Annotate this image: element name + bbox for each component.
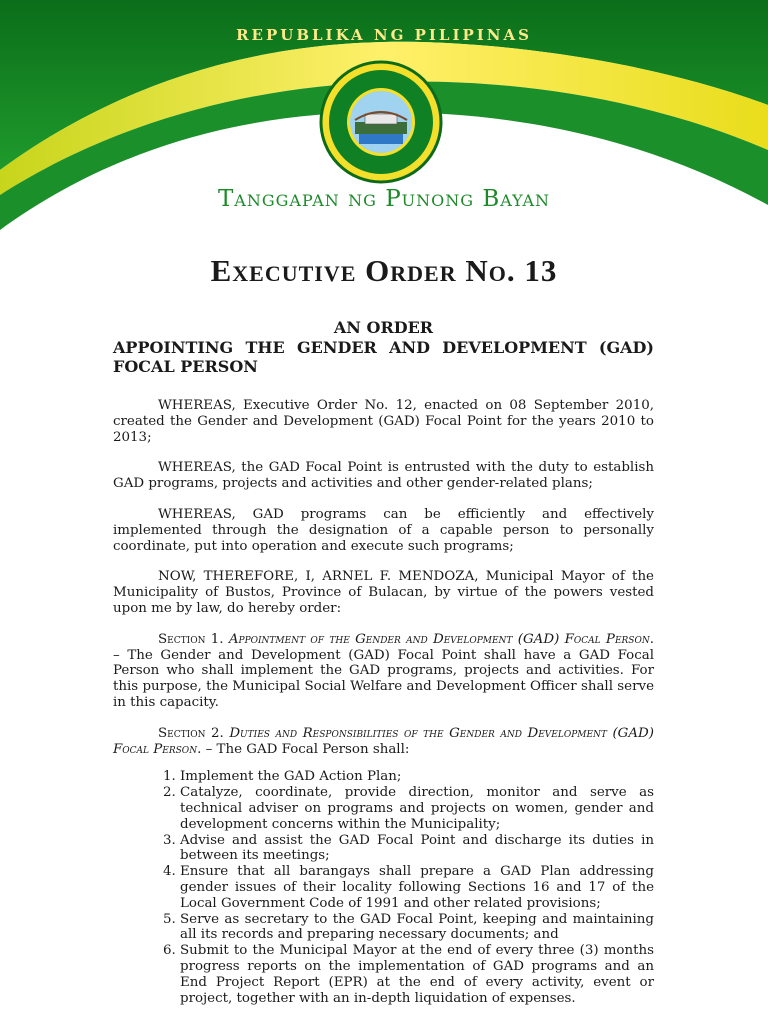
order-heading: AN ORDER (333, 318, 434, 337)
list-item: 3. Advise and assist the GAD Focal Point and discharge its duties in between its meetings; (180, 833, 654, 865)
section-2 (113, 726, 654, 758)
list-item: 5. Serve as secretary to the GAD Focal Point, keeping and maintaining all its records and preparing necessary documents; and (180, 912, 654, 944)
list-item: 1. Implement the GAD Action Plan; (180, 769, 654, 785)
order-subheading: APPOINTING THE GENDER AND DEVELOPMENT (GAD) FOCAL PERSON (113, 338, 654, 376)
whereas-clause: WHEREAS, the GAD Focal Point is entrusted with the duty to establish GAD programs, projects and activities and other gender-related plans; (113, 460, 654, 492)
list-item: 4. Ensure that all barangays shall prepare a GAD Plan addressing gender issues of their locality following Sections 16 and 17 of the Local Government Code of 1991 and other related provisions; (180, 864, 654, 911)
republic-label: REPUBLIKA NG PILIPINAS (236, 26, 532, 44)
duties-list (113, 769, 654, 1006)
section-label: Section 1. (158, 631, 224, 647)
list-item: 6. Submit to the Municipal Mayor at the end of every three (3) months progress reports on the implementation of GAD programs and an End Project Report (EPR) at the end of every activity, event or project, together with an in-depth liquidation of expenses. (180, 943, 654, 1006)
list-item: 2. Catalyze, coordinate, provide direction, monitor and serve as technical adviser on programs and projects on women, gender and development concerns within the Municipality; (180, 785, 654, 832)
section-label: Section 2. (158, 725, 224, 741)
office-title: Tanggapan ng Punong Bayan (217, 186, 551, 212)
section-1 (113, 632, 654, 711)
section-title: Appointment of the Gender and Development (GAD) Focal Person (228, 631, 650, 647)
section-title: Duties and Responsibilities of the Gender and Development (GAD) Focal Person (113, 725, 654, 757)
section-body: . – The GAD Focal Person shall: (197, 741, 410, 757)
executive-order-title: Executive Order No. 13 (210, 253, 558, 288)
section-body: . – The Gender and Development (GAD) Focal Point shall have a GAD Focal Person who shall implement the GAD programs, projects and activities. For this purpose, the Municipal Social Welfare and Development Officer shall serve in this capacity. (113, 631, 654, 710)
municipal-seal-icon (319, 60, 443, 184)
whereas-clause: WHEREAS, GAD programs can be efficiently and effectively implemented through the designation of a capable person to personally coordinate, put into operation and execute such programs; (113, 506, 654, 554)
whereas-clause: WHEREAS, Executive Order No. 12, enacted on 08 September 2010, created the Gender and Development (GAD) Focal Point for the years 2010 to 2013; (113, 398, 654, 445)
now-therefore-clause: NOW, THEREFORE, I, ARNEL F. MENDOZA, Municipal Mayor of the Municipality of Bustos, Province of Bulacan, by virtue of the powers vested upon me by law, do hereby order: (113, 569, 654, 616)
document-body (113, 318, 654, 1006)
